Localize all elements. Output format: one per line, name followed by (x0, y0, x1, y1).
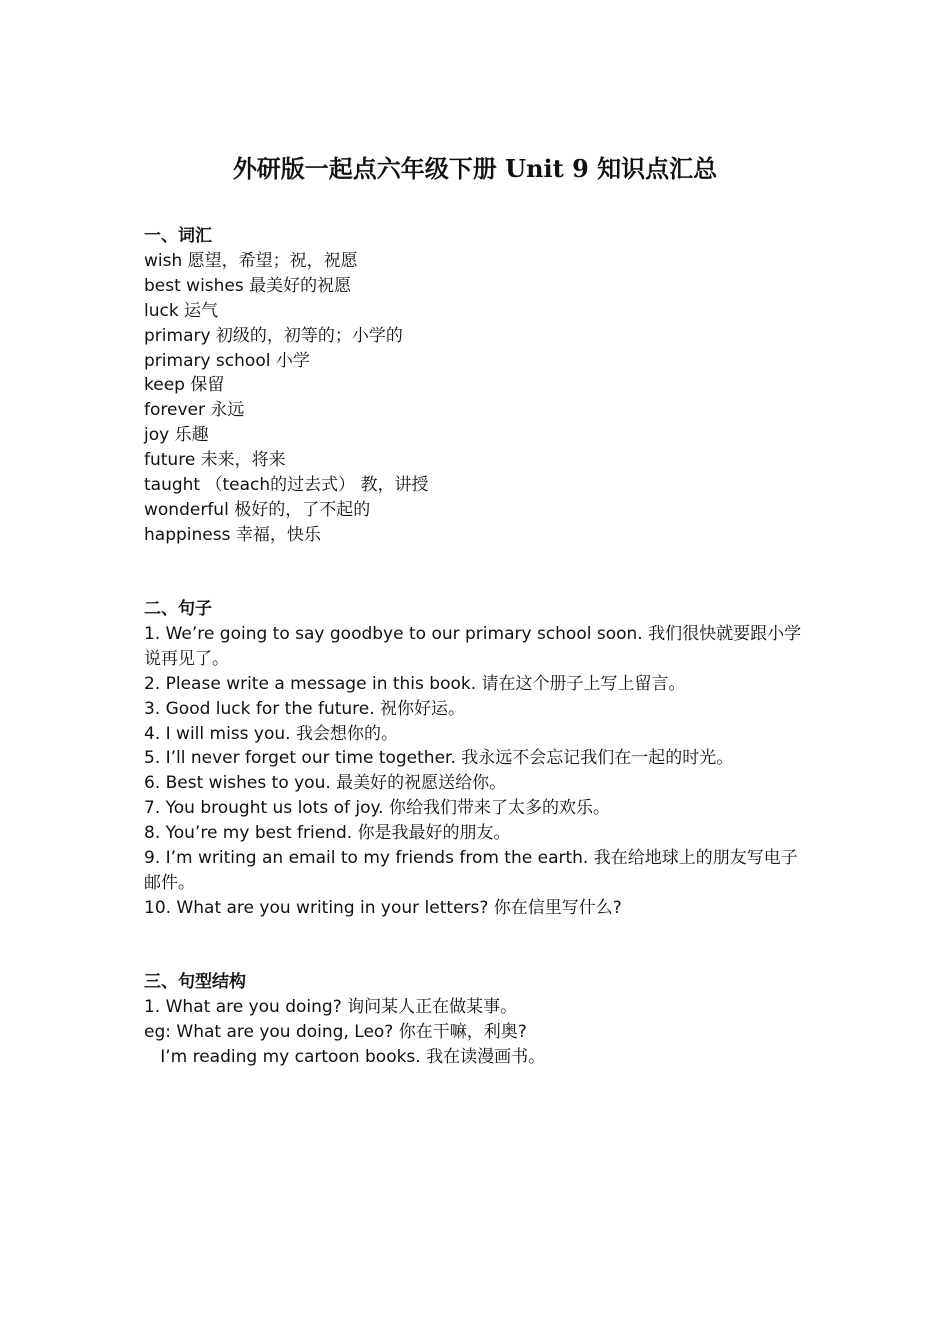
pattern-example: I’m reading my cartoon books. 我在读漫画书。 (144, 1046, 546, 1067)
sentence-item: 2. Please write a message in this book. 请在这个册子上写上留言。 (144, 673, 686, 694)
sentences-heading: 二、句子 (144, 599, 212, 619)
sentence-item: 6. Best wishes to you. 最美好的祝愿送给你。 (144, 773, 507, 794)
vocab-item: happiness 幸福，快乐 (144, 524, 321, 545)
vocab-item: forever 永远 (144, 400, 245, 421)
pattern-example: eg: What are you doing, Leo? 你在干嘛，利奥? (144, 1021, 527, 1042)
vocab-item: wonderful 极好的，了不起的 (144, 499, 371, 520)
sentence-item: 5. I’ll never forget our time together. 我永远不会忘记我们在一起的时光。 (144, 748, 734, 769)
sentence-item: 7. You brought us lots of joy. 你给我们带来了太多的欢乐。 (144, 798, 610, 819)
pattern-item: 1. What are you doing? 询问某人正在做某事。 (144, 996, 518, 1017)
vocab-item: future 未来，将来 (144, 450, 286, 471)
sentence-item: 1. We’re going to say goodbye to our primary school soon. 我们很快就要跟小学说再见了。 (144, 623, 802, 669)
sentence-item: 3. Good luck for the future. 祝你好运。 (144, 698, 466, 719)
vocabulary-section (144, 224, 814, 548)
sentence-item: 4. I will miss you. 我会想你的。 (144, 723, 398, 744)
vocabulary-heading: 一、词汇 (144, 226, 212, 246)
vocab-item: joy 乐趣 (144, 425, 209, 446)
vocab-item: luck 运气 (144, 300, 219, 321)
vocab-item: primary 初级的，初等的；小学的 (144, 325, 403, 346)
sentence-item: 9. I’m writing an email to my friends from the earth. 我在给地球上的朋友写电子邮件。 (144, 848, 798, 893)
document-title: 外研版一起点六年级下册 Unit 9 知识点汇总 (232, 154, 718, 183)
vocab-item: best wishes 最美好的祝愿 (144, 275, 352, 296)
vocab-item: primary school 小学 (144, 350, 310, 371)
sentence-item: 10. What are you writing in your letters? 你在信里写什么? (144, 897, 622, 918)
vocab-item: taught （teach的过去式） 教，讲授 (144, 475, 429, 496)
sentences-section (144, 597, 814, 921)
vocab-item: keep 保留 (144, 375, 225, 396)
sentence-patterns-section (144, 970, 814, 1070)
sentence-patterns-heading: 三、句型结构 (144, 972, 246, 992)
sentence-item: 8. You’re my best friend. 你是我最好的朋友。 (144, 823, 511, 844)
vocab-item: wish 愿望，希望；祝，祝愿 (144, 250, 358, 271)
